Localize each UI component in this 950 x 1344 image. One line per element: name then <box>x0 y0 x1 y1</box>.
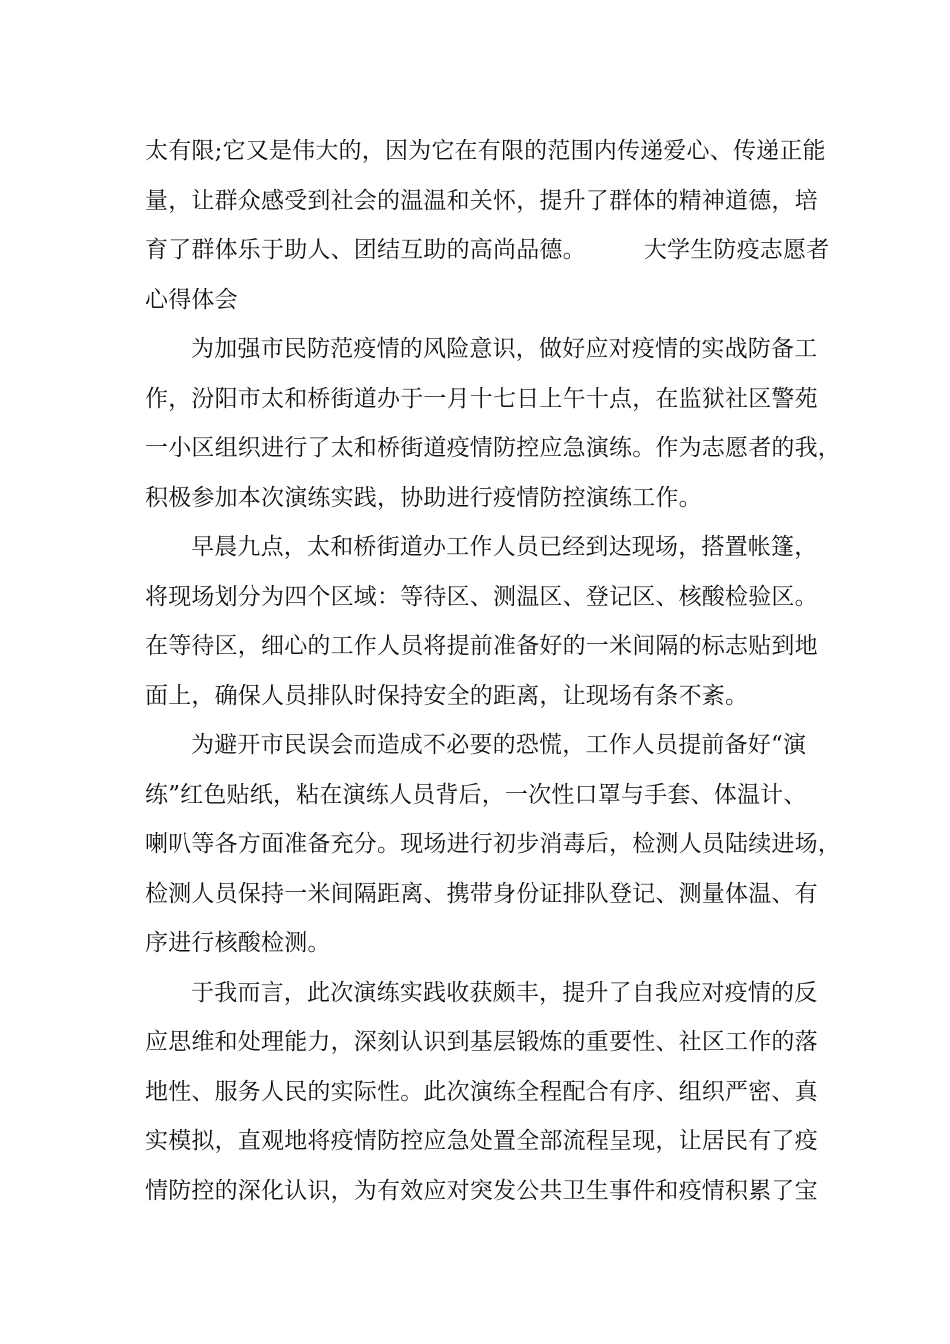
paragraph-2 <box>145 523 825 721</box>
text-line: 喇叭等各方面准备充分。现场进行初步消毒后，检测人员陆续进场， <box>145 831 841 857</box>
text-line: 练”红色贴纸，粘在演练人员背后，一次性口罩与手套、体温计、 <box>145 781 807 808</box>
paragraph-4 <box>145 969 825 1217</box>
text-line: 应思维和处理能力，深刻认识到基层锻炼的重要性、社区工作的落 <box>145 1029 818 1055</box>
text-line: 于我而言，此次演练实践收获颇丰，提升了自我应对疫情的反 <box>191 979 818 1006</box>
text-line: 将现场划分为四个区域：等待区、测温区、登记区、核酸检验区。 <box>145 583 818 610</box>
text-line: 检测人员保持一米间隔距离、携带身份证排队登记、测量体温、有 <box>145 880 818 907</box>
text-line-content: 育了群体乐于助人、团结互助的高尚品德。 <box>145 237 586 263</box>
text-line: 在等待区，细心的工作人员将提前准备好的一米间隔的标志贴到地 <box>145 633 818 659</box>
text-line: 为避开市民误会而造成不必要的恐慌，工作人员提前备好“演 <box>191 732 807 758</box>
paragraph-continuation <box>145 127 830 325</box>
paragraph-1 <box>145 325 841 523</box>
text-line: 实模拟，直观地将疫情防控应急处置全部流程呈现，让居民有了疫 <box>145 1128 818 1154</box>
text-line: 为加强市民防范疫情的风险意识，做好应对疫情的实战防备工 <box>191 336 818 362</box>
text-line: 一小区组织进行了太和桥街道疫情防控应急演练。作为志愿者的我， <box>145 435 841 461</box>
text-line: 早晨九点，太和桥街道办工作人员已经到达现场，搭置帐篷， <box>191 534 818 560</box>
text-line: 作，汾阳市太和桥街道办于一月十七日上午十点，在监狱社区警苑 <box>145 385 818 412</box>
text-line: 序进行核酸检测。 <box>145 930 331 956</box>
text-line: 积极参加本次演练实践，协助进行疫情防控演练工作。 <box>145 484 702 511</box>
document-body <box>145 127 841 1216</box>
article-title-part-1: 大学生防疫志愿者 <box>643 237 830 263</box>
text-line: 太有限;它又是伟大的，因为它在有限的范围内传递爱心、传递正能 <box>145 138 826 164</box>
text-line: 地性、服务人民的实际性。此次演练全程配合有序、组织严密、真 <box>145 1078 818 1105</box>
article-title-part-2: 心得体会 <box>145 286 238 313</box>
text-line: 量，让群众感受到社会的温温和关怀，提升了群体的精神道德，培 <box>145 187 818 214</box>
text-line: 情防控的深化认识，为有效应对突发公共卫生事件和疫情积累了宝 <box>145 1177 818 1204</box>
paragraph-3 <box>145 721 841 969</box>
text-line <box>145 226 830 276</box>
text-line: 面上，确保人员排队时保持安全的距离，让现场有条不紊。 <box>145 682 749 709</box>
